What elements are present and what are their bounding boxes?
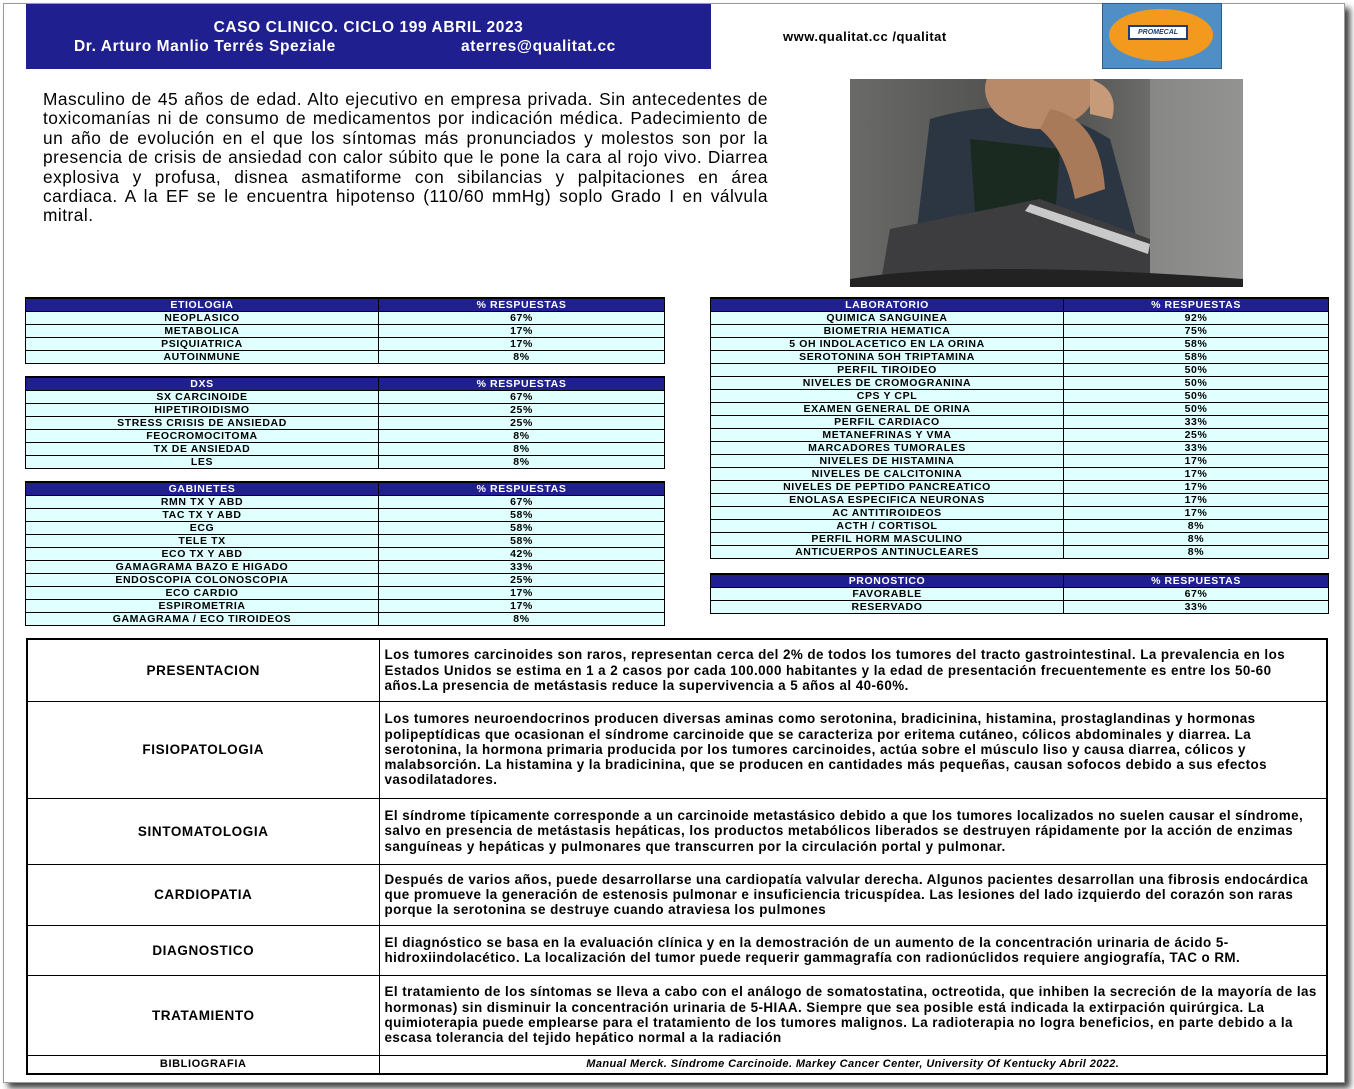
table-row: [711, 351, 1329, 364]
row-value: 33%: [379, 561, 665, 574]
clinical-info-table: [26, 638, 1328, 1075]
row-label: PERFIL TIROIDEO: [711, 364, 1064, 377]
row-label: TX DE ANSIEDAD: [26, 443, 379, 456]
info-row-bibliografia: [27, 1055, 1327, 1074]
row-value: 8%: [1064, 533, 1329, 546]
row-value: 17%: [379, 587, 665, 600]
table-row: [26, 561, 665, 574]
table-row: [26, 312, 665, 325]
row-value: 67%: [1064, 588, 1329, 601]
row-value: 67%: [379, 391, 665, 404]
row-value: 17%: [1064, 507, 1329, 520]
cardiopatia-text: Después de varios años, puede desarrollarse una cardiopatía valvular derecha. Algunos pacientes desarrollan una fibrosis endocárdica que promueve la generación de estenosis pulmonar e insuficiencia tricuspídea. Las lesiones del lado izquierdo del corazón son raras porque la serotonina se destruye cuando atraviesa los pulmones: [379, 864, 1327, 925]
table-row: [711, 416, 1329, 429]
row-label: LES: [26, 456, 379, 469]
info-row-sintomatologia: [27, 798, 1327, 864]
table-row: [26, 430, 665, 443]
row-label: ANTICUERPOS ANTINUCLEARES: [711, 546, 1064, 559]
row-value: 8%: [379, 430, 665, 443]
logo-text: PROMECAL: [1128, 25, 1188, 40]
table-row: [711, 312, 1329, 325]
pronostico-table: [710, 573, 1329, 614]
tratamiento-text: El tratamiento de los síntomas se lleva a cabo con el análogo de somatostatina, octreotida, que inhiben la secreción de la mayoría de las hormonas) sin disminuir la concentración urinaria de 5-HIAA. Siempre que sea posible está indicada la extirpación quirúrgica. La quimioterapia puede emplearse para el tratamiento de los tumores malignos. La radioterapia no logra beneficios, en parte debido a la escasa tolerancia del tejido hepático normal a la radiación: [379, 975, 1327, 1055]
row-label: SEROTONINA 5OH TRIPTAMINA: [711, 351, 1064, 364]
etiologia-header: ETIOLOGIA: [26, 298, 379, 312]
etiologia-table: [25, 297, 665, 364]
sintomatologia-text: El síndrome típicamente corresponde a un carcinoide metastásico debido a que los tumores localizados no suelen causar el síndrome, salvo en presencia de metástasis hepáticas, los productos metabólicos liberados se destruyen rápidamente por la acción de enzimas sanguíneas y hepáticas y pulmonares que transcurren por la circulación portal y pulmonar.: [379, 798, 1327, 864]
row-value: 92%: [1064, 312, 1329, 325]
fisiopatologia-label: FISIOPATOLOGIA: [27, 701, 379, 798]
row-value: 25%: [379, 404, 665, 417]
table-row: [26, 509, 665, 522]
row-label: GAMAGRAMA BAZO E HIGADO: [26, 561, 379, 574]
row-label: AUTOINMUNE: [26, 351, 379, 364]
row-value: 33%: [1064, 601, 1329, 614]
row-value: 17%: [379, 325, 665, 338]
row-label: PERFIL CARDIACO: [711, 416, 1064, 429]
row-value: 8%: [1064, 520, 1329, 533]
table-row: [26, 587, 665, 600]
table-row: [711, 403, 1329, 416]
row-value: 17%: [1064, 494, 1329, 507]
sintomatologia-label: SINTOMATOLOGIA: [27, 798, 379, 864]
row-label: METANEFRINAS Y VMA: [711, 429, 1064, 442]
row-value: 17%: [1064, 481, 1329, 494]
row-label: CPS Y CPL: [711, 390, 1064, 403]
info-row-cardiopatia: [27, 864, 1327, 925]
row-value: 33%: [1064, 416, 1329, 429]
diagnostico-label: DIAGNOSTICO: [27, 925, 379, 975]
row-label: ACTH / CORTISOL: [711, 520, 1064, 533]
table-row: [26, 456, 665, 469]
row-label: FAVORABLE: [711, 588, 1064, 601]
row-value: 25%: [1064, 429, 1329, 442]
table-row: [711, 338, 1329, 351]
website-link[interactable]: www.qualitat.cc /qualitat: [783, 29, 947, 44]
row-value: 58%: [1064, 338, 1329, 351]
row-value: 50%: [1064, 377, 1329, 390]
row-label: PSIQUIATRICA: [26, 338, 379, 351]
row-label: TAC TX Y ABD: [26, 509, 379, 522]
row-label: ECG: [26, 522, 379, 535]
row-label: QUIMICA SANGUINEA: [711, 312, 1064, 325]
table-row: [711, 429, 1329, 442]
row-label: STRESS CRISIS DE ANSIEDAD: [26, 417, 379, 430]
table-row: [711, 601, 1329, 614]
header-banner: [26, 4, 711, 69]
row-value: 50%: [1064, 390, 1329, 403]
row-label: NEOPLASICO: [26, 312, 379, 325]
row-label: BIOMETRIA HEMATICA: [711, 325, 1064, 338]
row-label: AC ANTITIROIDEOS: [711, 507, 1064, 520]
row-label: EXAMEN GENERAL DE ORINA: [711, 403, 1064, 416]
author-name: Dr. Arturo Manlio Terrés Speziale: [74, 38, 336, 55]
row-label: HIPETIROIDISMO: [26, 404, 379, 417]
dxs-header: DXS: [26, 377, 379, 391]
fisiopatologia-text: Los tumores neuroendocrinos producen diversas aminas como serotonina, bradicinina, histamina, prostaglandinas y hormonas polipeptídicas que ocasionan el síndrome carcinoide que se caracteriza por eritema cutáneo, cólicos abdominales y diarrea. La serotonina, la hormona primaria producida por los tumores carcinoides, actúa sobre el músculo liso y causa diarrea, cólicos y malabsorción. La histamina y la bradicinina, que se producen en cantidades más pequeñas, causan sofocos debido a sus efectos vasodilatadores.: [379, 701, 1327, 798]
table-row: [26, 351, 665, 364]
table-row: [711, 546, 1329, 559]
row-value: 25%: [379, 417, 665, 430]
table-row: [711, 533, 1329, 546]
info-row-fisiopatologia: [27, 701, 1327, 798]
table-row: [711, 588, 1329, 601]
table-row: [26, 522, 665, 535]
row-value: 8%: [379, 613, 665, 626]
info-row-tratamiento: [27, 975, 1327, 1055]
row-value: 50%: [1064, 403, 1329, 416]
row-value: 17%: [1064, 455, 1329, 468]
pronostico-header: PRONOSTICO: [711, 574, 1064, 588]
info-row-presentacion: [27, 639, 1327, 701]
pronostico-col-header: % RESPUESTAS: [1064, 574, 1329, 588]
table-row: [26, 417, 665, 430]
table-row: [711, 455, 1329, 468]
table-row: [711, 390, 1329, 403]
row-label: FEOCROMOCITOMA: [26, 430, 379, 443]
table-row: [26, 404, 665, 417]
row-label: 5 OH INDOLACETICO EN LA ORINA: [711, 338, 1064, 351]
author-email[interactable]: aterres@qualitat.cc: [461, 38, 616, 55]
row-value: 17%: [379, 338, 665, 351]
row-label: ESPIROMETRIA: [26, 600, 379, 613]
row-value: 67%: [379, 312, 665, 325]
cardiopatia-label: CARDIOPATIA: [27, 864, 379, 925]
row-value: 17%: [379, 600, 665, 613]
table-row: [26, 600, 665, 613]
table-row: [711, 364, 1329, 377]
row-value: 58%: [1064, 351, 1329, 364]
laboratorio-header: LABORATORIO: [711, 298, 1064, 312]
row-value: 8%: [379, 351, 665, 364]
bibliografia-label: BIBLIOGRAFIA: [27, 1055, 379, 1074]
tratamiento-label: TRATAMIENTO: [27, 975, 379, 1055]
case-title: CASO CLINICO. CICLO 199 ABRIL 2023: [213, 19, 524, 36]
row-label: ECO TX Y ABD: [26, 548, 379, 561]
table-row: [711, 442, 1329, 455]
row-label: NIVELES DE CROMOGRANINA: [711, 377, 1064, 390]
row-value: 8%: [379, 443, 665, 456]
row-value: 8%: [1064, 546, 1329, 559]
row-label: ENOLASA ESPECIFICA NEURONAS: [711, 494, 1064, 507]
photo-illustration-icon: [850, 79, 1243, 287]
stressed-man-laptop-photo: [850, 79, 1243, 287]
row-label: RESERVADO: [711, 601, 1064, 614]
diagnostico-text: El diagnóstico se basa en la evaluación clínica y en la demostración de un aumento de la concentración urinaria de ácido 5-hidroxiindolacético. La localización del tumor puede requerir gammagrafía con radionúclidos requiere angiografía, TAC o RM.: [379, 925, 1327, 975]
laboratorio-table: [710, 297, 1329, 559]
row-label: SX CARCINOIDE: [26, 391, 379, 404]
table-row: [711, 325, 1329, 338]
row-value: 75%: [1064, 325, 1329, 338]
row-label: PERFIL HORM MASCULINO: [711, 533, 1064, 546]
table-row: [26, 574, 665, 587]
gabinetes-col-header: % RESPUESTAS: [379, 482, 665, 496]
bibliografia-text: Manual Merck. Síndrome Carcinoide. Markey Cancer Center, University Of Kentucky Abril 2022.: [379, 1055, 1327, 1074]
row-value: 25%: [379, 574, 665, 587]
table-row: [26, 613, 665, 626]
row-value: 58%: [379, 535, 665, 548]
row-label: ENDOSCOPIA COLONOSCOPIA: [26, 574, 379, 587]
row-label: NIVELES DE CALCITONINA: [711, 468, 1064, 481]
etiologia-col-header: % RESPUESTAS: [379, 298, 665, 312]
presentacion-text: Los tumores carcinoides son raros, representan cerca del 2% de todos los tumores del tracto gastrointestinal. La prevalencia en los Estados Unidos se estima en 1 a 2 casos por cada 100.000 habitantes y la edad de presentación frecuentemente es entre los 50-60 años.La presencia de metástasis reduce la supervivencia a 5 años al 40-60%.: [379, 639, 1327, 701]
table-row: [26, 325, 665, 338]
row-label: NIVELES DE PEPTIDO PANCREATICO: [711, 481, 1064, 494]
table-row: [26, 496, 665, 509]
row-value: 17%: [1064, 468, 1329, 481]
promecal-logo: [1102, 3, 1222, 69]
gabinetes-header: GABINETES: [26, 482, 379, 496]
row-label: MARCADORES TUMORALES: [711, 442, 1064, 455]
row-label: METABOLICA: [26, 325, 379, 338]
table-row: [26, 443, 665, 456]
table-row: [26, 391, 665, 404]
row-label: GAMAGRAMA / ECO TIROIDEOS: [26, 613, 379, 626]
row-value: 42%: [379, 548, 665, 561]
row-value: 58%: [379, 509, 665, 522]
table-row: [26, 338, 665, 351]
dxs-table: [25, 376, 665, 469]
row-value: 50%: [1064, 364, 1329, 377]
table-row: [711, 520, 1329, 533]
table-row: [711, 507, 1329, 520]
laboratorio-col-header: % RESPUESTAS: [1064, 298, 1329, 312]
table-row: [711, 468, 1329, 481]
case-description: Masculino de 45 años de edad. Alto ejecutivo en empresa privada. Sin antecedentes de toxicomanías ni de consumo de medicamentos por indicación médica. Padecimiento de un año de evolución en el que los síntomas más pronunciados y molestos son por la presencia de crisis de ansiedad con calor súbito que le pone la cara al rojo vivo. Diarrea explosiva y profusa, disnea asmatiforme con sibilancias y palpitaciones en área cardiaca. A la EF se le encuentra hipotenso (110/60 mmHg) soplo Grado I en válvula mitral.: [43, 89, 768, 226]
row-label: TELE TX: [26, 535, 379, 548]
table-row: [711, 494, 1329, 507]
row-value: 67%: [379, 496, 665, 509]
row-value: 8%: [379, 456, 665, 469]
table-row: [26, 548, 665, 561]
row-value: 33%: [1064, 442, 1329, 455]
dxs-col-header: % RESPUESTAS: [379, 377, 665, 391]
table-row: [711, 377, 1329, 390]
presentacion-label: PRESENTACION: [27, 639, 379, 701]
row-label: NIVELES DE HISTAMINA: [711, 455, 1064, 468]
gabinetes-table: [25, 481, 665, 626]
table-row: [711, 481, 1329, 494]
row-label: ECO CARDIO: [26, 587, 379, 600]
table-row: [26, 535, 665, 548]
info-row-diagnostico: [27, 925, 1327, 975]
row-label: RMN TX Y ABD: [26, 496, 379, 509]
row-value: 58%: [379, 522, 665, 535]
